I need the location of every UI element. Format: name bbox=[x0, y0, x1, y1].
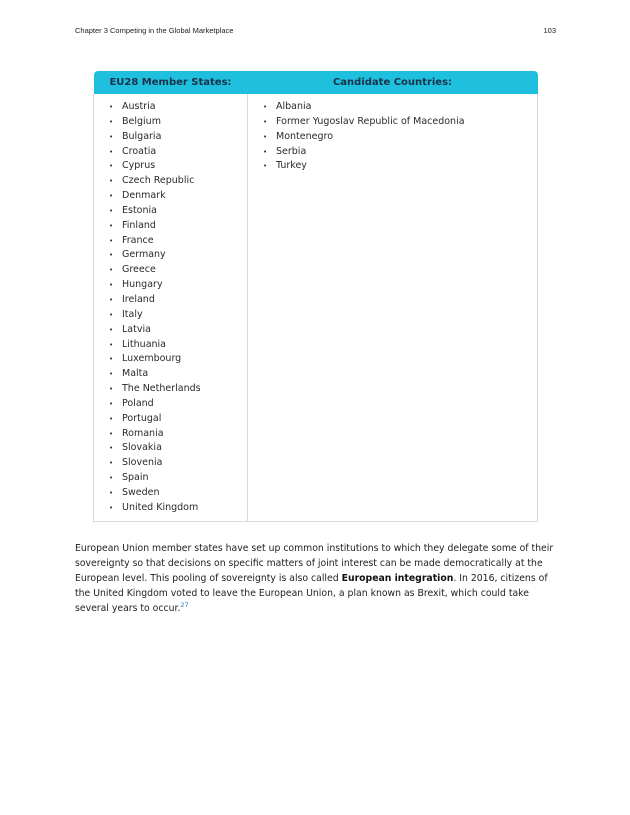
footnote-link[interactable]: 27 bbox=[180, 600, 189, 609]
list-item: • France bbox=[109, 234, 247, 249]
body-paragraph bbox=[75, 542, 555, 617]
list-item: • Turkey bbox=[263, 159, 537, 174]
table-body-row bbox=[94, 94, 538, 521]
table-header-row bbox=[94, 71, 538, 94]
list-item: • Montenegro bbox=[263, 130, 537, 145]
paragraph-text-end: . In 2016, citizens of the United Kingdom voted to leave the European Union, a plan known as Brexit, which could take several years to occur. bbox=[75, 572, 548, 614]
list-item: • The Netherlands bbox=[109, 382, 247, 397]
list-item: • Sweden bbox=[109, 486, 247, 501]
list-item: • Germany bbox=[109, 248, 247, 263]
list-item: • Czech Republic bbox=[109, 174, 247, 189]
member-states-header: EU28 Member States: bbox=[94, 71, 248, 94]
list-item: • Former Yugoslav Republic of Macedonia bbox=[263, 115, 537, 130]
list-item: • Malta bbox=[109, 367, 247, 382]
list-item: • Slovenia bbox=[109, 456, 247, 471]
member-states-list bbox=[94, 100, 247, 516]
list-item: • Hungary bbox=[109, 278, 247, 293]
list-item: • Latvia bbox=[109, 323, 247, 338]
list-item: • Ireland bbox=[109, 293, 247, 308]
list-item: • Cyprus bbox=[109, 159, 247, 174]
list-item: • Greece bbox=[109, 263, 247, 278]
list-item: • Luxembourg bbox=[109, 352, 247, 367]
list-item: • Belgium bbox=[109, 115, 247, 130]
list-item: • Romania bbox=[109, 427, 247, 442]
key-term: European integration bbox=[341, 572, 454, 584]
list-item: • Finland bbox=[109, 219, 247, 234]
candidate-countries-header: Candidate Countries: bbox=[248, 71, 538, 94]
list-item: • Austria bbox=[109, 100, 247, 115]
page-number: 103 bbox=[543, 26, 556, 35]
list-item: • Serbia bbox=[263, 145, 537, 160]
list-item: • Albania bbox=[263, 100, 537, 115]
candidate-countries-cell bbox=[248, 94, 538, 521]
list-item: • United Kingdom bbox=[109, 501, 247, 516]
paragraph-text-start: European Union member states have set up common institutions to which they delegate some of their sovereignty so that decisions on specific matters of joint interest can be made democratically at the European level. This pooling of sovereignty is also called bbox=[75, 543, 554, 584]
member-states-cell bbox=[94, 94, 248, 521]
candidate-countries-list bbox=[248, 100, 537, 174]
list-item: • Croatia bbox=[109, 145, 247, 160]
chapter-title: Chapter 3 Competing in the Global Marketplace bbox=[75, 26, 234, 35]
list-item: • Denmark bbox=[109, 189, 247, 204]
list-item: • Spain bbox=[109, 471, 247, 486]
list-item: • Lithuania bbox=[109, 338, 247, 353]
list-item: • Estonia bbox=[109, 204, 247, 219]
eu-countries-table bbox=[93, 71, 538, 522]
list-item: • Portugal bbox=[109, 412, 247, 427]
list-item: • Poland bbox=[109, 397, 247, 412]
list-item: • Bulgaria bbox=[109, 130, 247, 145]
list-item: • Slovakia bbox=[109, 441, 247, 456]
list-item: • Italy bbox=[109, 308, 247, 323]
